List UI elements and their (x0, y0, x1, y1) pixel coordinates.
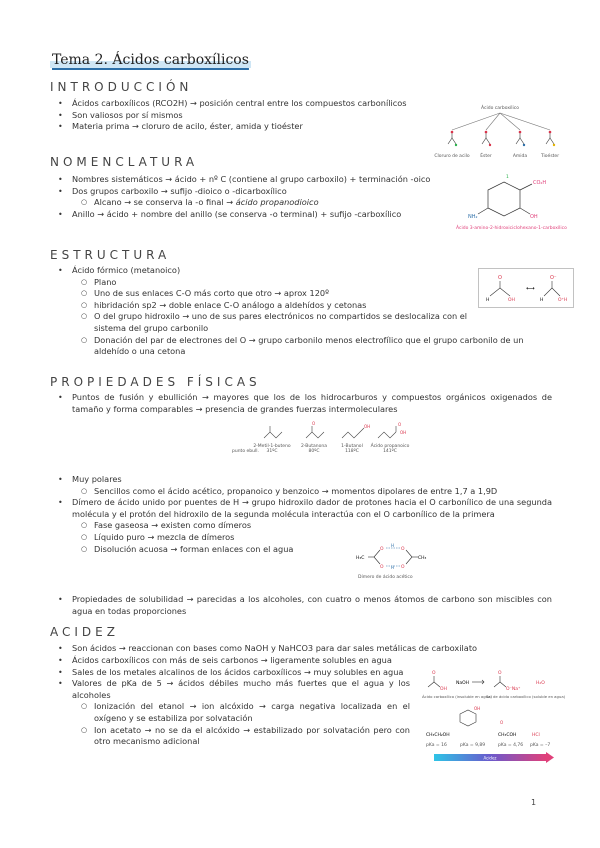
pka-label: pKa = 16 (426, 743, 447, 748)
svg-text:H₃C: H₃C (356, 556, 365, 561)
list-item: ○ Ion acetato → no se da el alcóxido → estabilizado por solvatación pero con otro mecanismo adicional (52, 725, 410, 748)
list-item: • Materia prima → cloruro de acilo, éster, amida y tioéster (52, 121, 432, 133)
reagent-label: NaOH (456, 681, 470, 686)
list-item: • Valores de pKa de 5 → ácidos débiles mucho más fuertes que el agua y los alcoholes (52, 678, 410, 701)
pka-label: pKa = –7 (530, 743, 551, 748)
svg-text:O: O (498, 671, 502, 676)
list-item: • Muy polares (52, 474, 552, 486)
list-item: ○ Fase gaseosa → existen como dímeros (52, 520, 552, 532)
list-item: • Sales de los metales alcalinos de los ácidos carboxílicos → muy solubles en agua (52, 667, 410, 679)
svg-text:H₂O: H₂O (536, 681, 545, 686)
svg-text:NH₂: NH₂ (468, 214, 478, 220)
svg-text:O: O (398, 422, 402, 427)
list-item: • Nombres sistemáticos → ácido + nº C (contiene al grupo carboxilo) + terminación -oico (52, 174, 452, 186)
compound-temp: 31ºC (266, 449, 278, 454)
svg-text:CO₂H: CO₂H (533, 180, 547, 186)
figure-caption: Dímero de ácido acético (358, 575, 413, 580)
svg-text:H: H (486, 298, 490, 303)
carboxylic-derivatives-figure (434, 100, 560, 162)
list-item: ○ Donación del par de electrones del O → grupo carbonilo menos electrofílico que el grupo carbonilo de un aldehído o una cetona (52, 335, 534, 358)
figure-label: Tioéster (540, 154, 560, 159)
svg-text:HCl: HCl (532, 733, 540, 738)
list-item: • Anillo → ácido + nombre del anillo (se conserva -o terminal) + sufijo -carboxílico (52, 209, 452, 221)
svg-text:O: O (380, 547, 384, 552)
list-item: • Son valiosos por sí mismos (52, 110, 432, 122)
formic-acid-resonance-figure (478, 268, 574, 308)
heading-propiedades: PROPIEDADES FÍSICAS (50, 375, 261, 389)
list-item: • Dímero de ácido unido por puentes de H → grupo hidroxilo dador de protones hacia el O carbonílico de una segunda molécula y el protón del hidroxilo de la segunda molécula interactúa con el O carbonílico de la primera (52, 497, 552, 520)
list-item: • Dos grupos carboxilo → sufijo -dioico o -dicarboxílico (52, 186, 452, 198)
compound-temp: 118ºC (345, 449, 359, 454)
heading-introduccion: INTRODUCCIÓN (50, 80, 193, 94)
figure-caption: Ácido carboxílico (insoluble en agua) (422, 694, 492, 699)
list-item (52, 197, 452, 209)
propiedades-list-2 (52, 474, 552, 555)
list-item: • Puntos de fusión y ebullición → mayores que los de los hidrocarburos y compuestos orgánicos oxigenados de tamaño y forma comparables → presencia de grandes fuerzas intermoleculares (52, 392, 552, 415)
svg-text:OH: OH (440, 687, 447, 692)
page-title: Tema 2. Ácidos carboxílicos (52, 52, 249, 68)
nomenclatura-list (52, 174, 452, 220)
estructura-list (52, 265, 524, 358)
arrow-right-icon (546, 752, 554, 763)
list-item: ○ Líquido puro → mezcla de dímeros (52, 532, 552, 544)
svg-text:CH₃CH₂OH: CH₃CH₂OH (426, 733, 450, 738)
figure-label: Cloruro de acilo (434, 154, 470, 159)
list-item: • Propiedades de solubilidad → parecidas a los alcoholes, con cuatro o menos átomos de carbono son miscibles con agua en todas proporciones (52, 594, 552, 617)
compound-name: Ácido propanoico (370, 444, 410, 449)
figure-label: Ácido carboxílico (481, 106, 519, 111)
list-item: ○ Disolución acuosa → forman enlaces con el agua (52, 544, 552, 556)
compound-name: 1-Butanol (341, 444, 363, 449)
list-item: ○ Ionización del etanol → ion alcóxido → carga negativa localizada en el oxígeno y se estabiliza por solvatación (52, 701, 410, 724)
list-item: • Ácidos carboxílicos con más de seis carbonos → ligeramente solubles en agua (52, 655, 410, 667)
compound-temp: 80ºC (308, 449, 320, 454)
acidez-list-2 (52, 655, 410, 748)
figure-caption: Sal de ácido carboxílico (soluble en agua) (486, 694, 566, 699)
svg-text:O: O (500, 720, 504, 725)
list-item: • Son ácidos → reaccionan con bases como NaOH y NaHCO3 para dar sales metálicas de carboxilato (52, 643, 552, 655)
svg-text:O: O (380, 565, 384, 570)
list-item: ○ Sencillos como el ácido acético, propanoico y benzoico → momentos dipolares de entre 1,7 a 1,9D (52, 486, 552, 498)
svg-text:O⁻: O⁻ (550, 275, 557, 281)
svg-text:OH: OH (400, 430, 407, 435)
compound-name: 2-Metil-1-buteno (253, 444, 291, 449)
svg-text:OH: OH (530, 214, 538, 220)
list-item-example: ácido propanodioico (235, 197, 319, 208)
pka-label: pKa = 9,89 (460, 743, 486, 748)
compound-name: 2-Butanona (300, 444, 328, 449)
pka-label: pKa = 4,76 (498, 743, 524, 748)
svg-text:O⁺H: O⁺H (558, 298, 568, 303)
cyclohexane-acid-figure (456, 170, 566, 232)
svg-text:O⁻Na⁺: O⁻Na⁺ (506, 687, 521, 692)
list-item: ○ Plano (52, 277, 482, 289)
propiedades-list-3 (52, 594, 552, 617)
page-number: 1 (531, 798, 537, 807)
list-item: ○ Uno de sus enlaces C-O más corto que otro → aprox 120º (52, 288, 482, 300)
propiedades-list-1 (52, 392, 552, 415)
figure-label: Amida (512, 154, 528, 159)
svg-text:H: H (391, 565, 395, 570)
list-item: ○ O del grupo hidroxilo → uno de sus pares electrónicos no compartidos se deslocaliza con el sistema del grupo carbonilo (52, 311, 474, 334)
svg-text:O: O (498, 275, 502, 281)
svg-text:O: O (401, 547, 405, 552)
svg-text:O: O (401, 565, 405, 570)
svg-text:H: H (540, 298, 544, 303)
svg-text:OH: OH (364, 424, 371, 429)
heading-acidez: ACIDEZ (50, 625, 119, 639)
svg-text:CH₃: CH₃ (418, 556, 427, 561)
svg-text:⟷: ⟷ (526, 285, 535, 292)
svg-text:H: H (391, 543, 395, 548)
list-item: • Ácidos carboxílicos (RCO2H) → posición central entre los compuestos carbonílicos (52, 98, 432, 110)
row-label: punto ebull. (232, 449, 259, 454)
list-item: ○ hibridación sp2 → doble enlace C-O análogo a aldehídos y cetonas (52, 300, 482, 312)
heading-estructura: ESTRUCTURA (50, 248, 171, 262)
figure-label: Éster (480, 154, 492, 159)
figure-caption: Ácido 3-amino-2-hidroxiciclohexano-1-carboxílico (456, 226, 567, 231)
svg-text:O: O (312, 421, 316, 426)
boiling-points-figure (232, 420, 422, 460)
intro-list (52, 98, 432, 133)
heading-nomenclatura: NOMENCLATURA (50, 155, 199, 169)
svg-text:1: 1 (506, 175, 509, 180)
acetic-acid-dimer-figure (356, 538, 436, 580)
compound-temp: 141ºC (383, 449, 397, 454)
svg-text:OH: OH (474, 706, 481, 711)
svg-text:OH: OH (508, 298, 515, 303)
list-item-text: Alcano → se conserva la -o final → (94, 197, 236, 208)
acidez-list-1 (52, 643, 552, 655)
svg-text:O: O (432, 671, 436, 676)
svg-text:CH₃COH: CH₃COH (498, 733, 517, 738)
bar-label: Acidez (483, 755, 497, 761)
acidity-figure (420, 666, 566, 778)
list-item: • Ácido fórmico (metanoico) (52, 265, 482, 277)
